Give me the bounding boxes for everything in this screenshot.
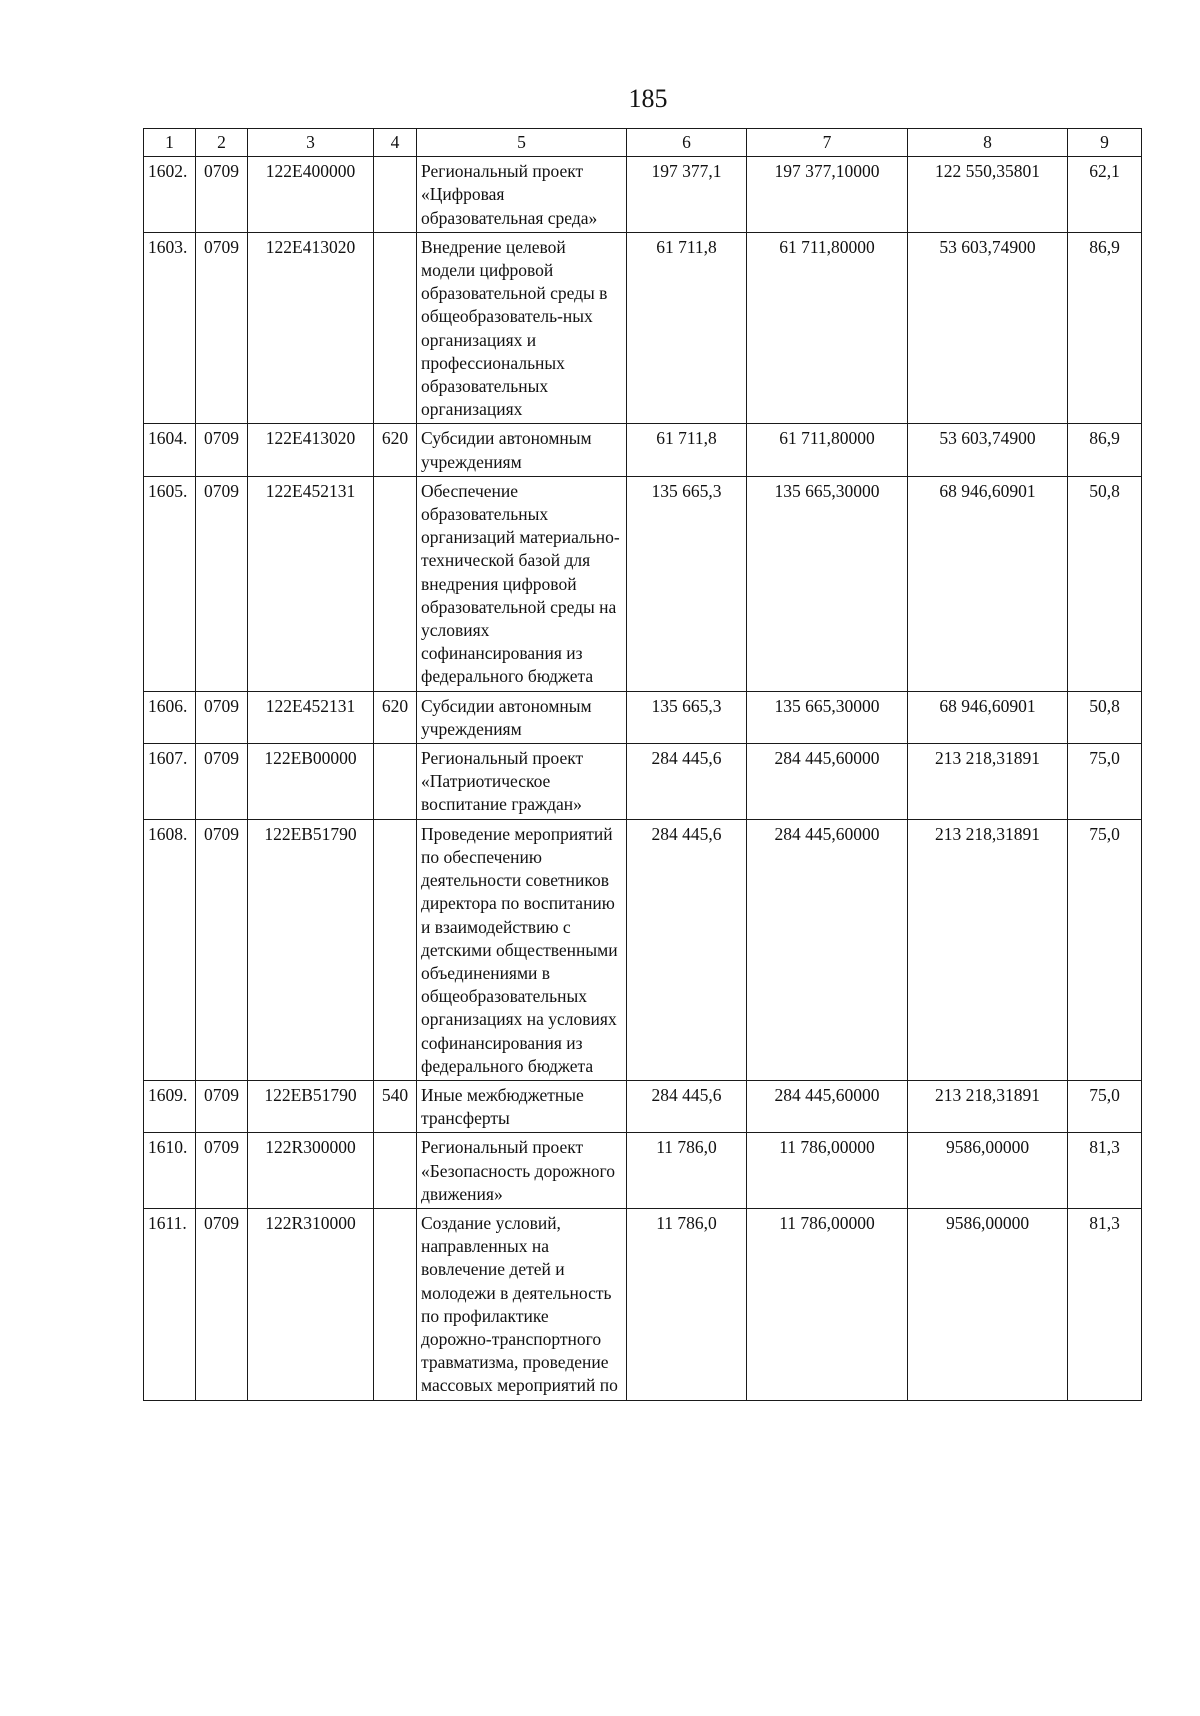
table-row xyxy=(144,232,1142,424)
row-percent: 86,9 xyxy=(1068,424,1142,476)
row-type xyxy=(374,232,417,424)
row-approved: 197 377,1 xyxy=(627,157,747,233)
row-type: 620 xyxy=(374,424,417,476)
row-section: 0709 xyxy=(196,1208,248,1400)
row-id: 1602. xyxy=(144,157,196,233)
row-percent: 81,3 xyxy=(1068,1208,1142,1400)
row-refined: 284 445,60000 xyxy=(747,744,908,820)
row-refined: 135 665,30000 xyxy=(747,691,908,743)
row-percent: 81,3 xyxy=(1068,1133,1142,1209)
header-col-5: 5 xyxy=(417,129,627,157)
row-section: 0709 xyxy=(196,157,248,233)
row-type xyxy=(374,1133,417,1209)
row-percent: 75,0 xyxy=(1068,744,1142,820)
table-row xyxy=(144,476,1142,691)
row-name: Региональный проект «Цифровая образовательная среда» xyxy=(417,157,627,233)
row-executed: 122 550,35801 xyxy=(908,157,1068,233)
row-code: 122E413020 xyxy=(248,424,374,476)
table-body xyxy=(144,157,1142,1400)
row-type: 620 xyxy=(374,691,417,743)
row-name: Субсидии автономным учреждениям xyxy=(417,424,627,476)
row-id: 1611. xyxy=(144,1208,196,1400)
row-code: 122R310000 xyxy=(248,1208,374,1400)
row-code: 122E452131 xyxy=(248,476,374,691)
row-type: 540 xyxy=(374,1080,417,1132)
table-header xyxy=(144,129,1142,157)
row-section: 0709 xyxy=(196,1080,248,1132)
row-name: Проведение мероприятий по обеспечению деятельности советников директора по воспитанию и взаимодействию с детскими общественными объединениями в общеобразовательных организациях на условиях софинансирования из федерального бюджета xyxy=(417,819,627,1080)
table-row xyxy=(144,819,1142,1080)
budget-table xyxy=(143,128,1142,1401)
row-id: 1605. xyxy=(144,476,196,691)
row-refined: 11 786,00000 xyxy=(747,1133,908,1209)
row-executed: 9586,00000 xyxy=(908,1133,1068,1209)
row-refined: 61 711,80000 xyxy=(747,424,908,476)
header-col-2: 2 xyxy=(196,129,248,157)
table-row xyxy=(144,1133,1142,1209)
header-col-9: 9 xyxy=(1068,129,1142,157)
table-row xyxy=(144,744,1142,820)
row-percent: 62,1 xyxy=(1068,157,1142,233)
row-name: Внедрение целевой модели цифровой образовательной среды в общеобразователь-ных организациях и профессиональных образовательных организациях xyxy=(417,232,627,424)
row-name: Обеспечение образовательных организаций материально-технической базой для внедрения цифровой образовательной среды на условиях софинансирования из федерального бюджета xyxy=(417,476,627,691)
row-section: 0709 xyxy=(196,476,248,691)
row-name: Региональный проект «Безопасность дорожного движения» xyxy=(417,1133,627,1209)
row-executed: 53 603,74900 xyxy=(908,232,1068,424)
row-code: 122EB00000 xyxy=(248,744,374,820)
header-col-8: 8 xyxy=(908,129,1068,157)
row-executed: 53 603,74900 xyxy=(908,424,1068,476)
row-approved: 284 445,6 xyxy=(627,1080,747,1132)
row-executed: 213 218,31891 xyxy=(908,819,1068,1080)
row-id: 1603. xyxy=(144,232,196,424)
page-number: 185 xyxy=(628,84,668,113)
header-row xyxy=(144,129,1142,157)
row-approved: 61 711,8 xyxy=(627,232,747,424)
row-refined: 284 445,60000 xyxy=(747,1080,908,1132)
header-col-7: 7 xyxy=(747,129,908,157)
header-col-6: 6 xyxy=(627,129,747,157)
row-percent: 75,0 xyxy=(1068,819,1142,1080)
header-col-3: 3 xyxy=(248,129,374,157)
table-row xyxy=(144,424,1142,476)
row-refined: 284 445,60000 xyxy=(747,819,908,1080)
row-approved: 61 711,8 xyxy=(627,424,747,476)
row-executed: 68 946,60901 xyxy=(908,476,1068,691)
row-id: 1610. xyxy=(144,1133,196,1209)
row-executed: 213 218,31891 xyxy=(908,1080,1068,1132)
row-id: 1607. xyxy=(144,744,196,820)
row-refined: 197 377,10000 xyxy=(747,157,908,233)
row-percent: 50,8 xyxy=(1068,476,1142,691)
row-id: 1609. xyxy=(144,1080,196,1132)
row-executed: 68 946,60901 xyxy=(908,691,1068,743)
row-type xyxy=(374,1208,417,1400)
row-approved: 135 665,3 xyxy=(627,476,747,691)
row-type xyxy=(374,744,417,820)
row-approved: 284 445,6 xyxy=(627,819,747,1080)
row-section: 0709 xyxy=(196,691,248,743)
row-refined: 135 665,30000 xyxy=(747,476,908,691)
row-name: Региональный проект «Патриотическое воспитание граждан» xyxy=(417,744,627,820)
row-executed: 9586,00000 xyxy=(908,1208,1068,1400)
table-row xyxy=(144,1208,1142,1400)
row-section: 0709 xyxy=(196,424,248,476)
row-type xyxy=(374,157,417,233)
row-approved: 11 786,0 xyxy=(627,1133,747,1209)
row-id: 1604. xyxy=(144,424,196,476)
header-col-1: 1 xyxy=(144,129,196,157)
row-percent: 50,8 xyxy=(1068,691,1142,743)
row-type xyxy=(374,476,417,691)
row-percent: 86,9 xyxy=(1068,232,1142,424)
row-executed: 213 218,31891 xyxy=(908,744,1068,820)
row-approved: 135 665,3 xyxy=(627,691,747,743)
row-approved: 284 445,6 xyxy=(627,744,747,820)
row-code: 122E413020 xyxy=(248,232,374,424)
row-code: 122R300000 xyxy=(248,1133,374,1209)
table-row xyxy=(144,1080,1142,1132)
row-code: 122E400000 xyxy=(248,157,374,233)
row-refined: 11 786,00000 xyxy=(747,1208,908,1400)
row-approved: 11 786,0 xyxy=(627,1208,747,1400)
row-id: 1606. xyxy=(144,691,196,743)
row-section: 0709 xyxy=(196,819,248,1080)
row-code: 122EB51790 xyxy=(248,819,374,1080)
row-name: Иные межбюджетные трансферты xyxy=(417,1080,627,1132)
row-code: 122EB51790 xyxy=(248,1080,374,1132)
row-name: Создание условий, направленных на вовлечение детей и молодежи в деятельность по профилактике дорожно-транспортного травматизма, проведение массовых мероприятий по xyxy=(417,1208,627,1400)
row-section: 0709 xyxy=(196,232,248,424)
table-row xyxy=(144,691,1142,743)
row-code: 122E452131 xyxy=(248,691,374,743)
row-name: Субсидии автономным учреждениям xyxy=(417,691,627,743)
row-id: 1608. xyxy=(144,819,196,1080)
row-section: 0709 xyxy=(196,744,248,820)
table-row xyxy=(144,157,1142,233)
row-percent: 75,0 xyxy=(1068,1080,1142,1132)
row-section: 0709 xyxy=(196,1133,248,1209)
header-col-4: 4 xyxy=(374,129,417,157)
row-refined: 61 711,80000 xyxy=(747,232,908,424)
row-type xyxy=(374,819,417,1080)
